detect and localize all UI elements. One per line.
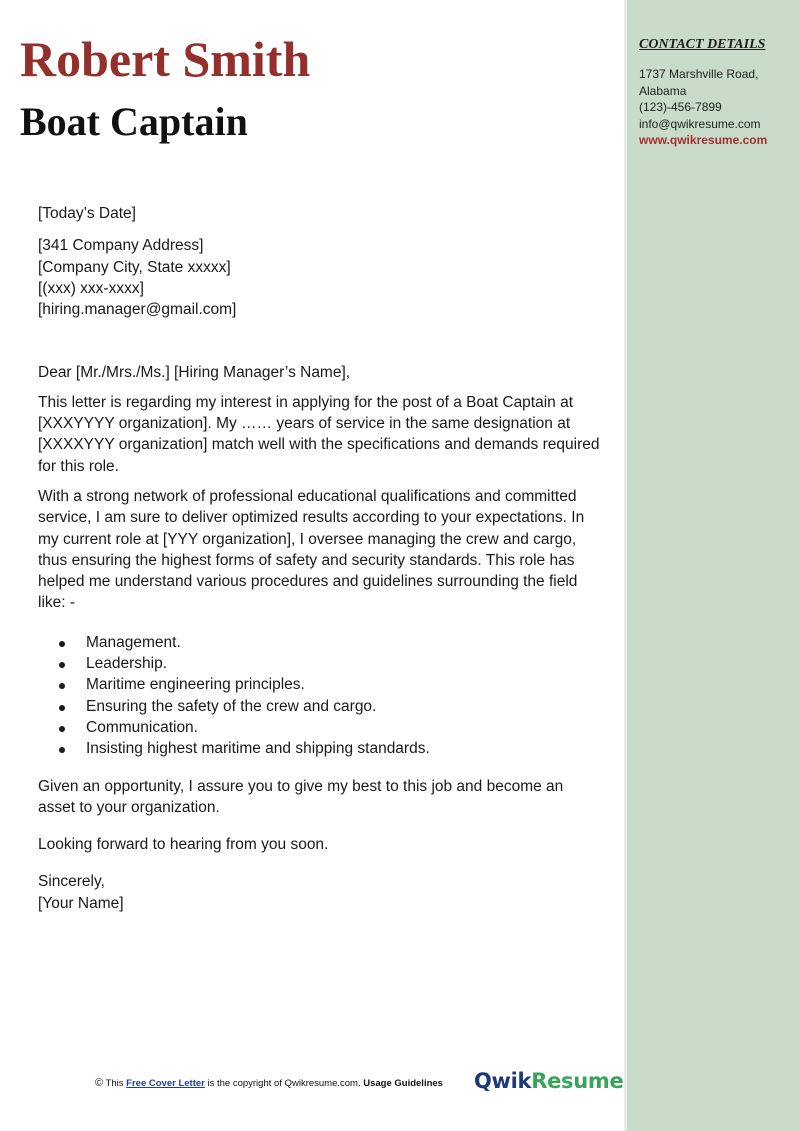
sign-off: Sincerely, xyxy=(38,873,105,891)
paragraph-looking-forward: Looking forward to hearing from you soon. xyxy=(38,836,329,854)
letter-date: [Today’s Date] xyxy=(38,205,136,222)
bullet-icon xyxy=(59,641,65,647)
recipient-address xyxy=(38,235,603,320)
list-item xyxy=(38,738,603,759)
list-item xyxy=(38,653,603,674)
recipient-line: [(xxx) xxx-xxxx] xyxy=(38,279,144,297)
logo-qwik: Qwik xyxy=(474,1069,532,1093)
list-item xyxy=(38,632,603,653)
contact-address-line1: 1737 Marshville Road, xyxy=(639,67,759,81)
contact-sidebar xyxy=(624,0,800,1131)
copyright-icon: © xyxy=(95,1077,104,1089)
copyright-footer xyxy=(95,1077,443,1089)
list-item xyxy=(38,696,603,717)
recipient-line: [341 Company Address] xyxy=(38,237,204,255)
letter-body xyxy=(38,203,603,914)
list-item xyxy=(38,674,603,695)
usage-guidelines-link[interactable]: Usage Guidelines xyxy=(363,1078,443,1089)
recipient-line: [Company City, State xxxxx] xyxy=(38,258,231,276)
skills-list xyxy=(38,632,603,760)
contact-phone: (123)-456-7899 xyxy=(639,100,722,114)
contact-email: info@qwikresume.com xyxy=(639,116,761,131)
salutation: Dear [Mr./Mrs./Ms.] [Hiring Manager’s Name], xyxy=(38,364,351,382)
free-cover-letter-link[interactable]: Free Cover Letter xyxy=(126,1078,205,1089)
list-item-text: Maritime engineering principles. xyxy=(86,676,305,694)
list-item-text: Leadership. xyxy=(86,655,168,673)
logo-resume: Resume xyxy=(531,1069,624,1093)
paragraph-experience: With a strong network of professional educational qualifications and committed service, I am sure to deliver optimized results according to your expectations. In my current role at [YYY organization], I oversee managing the crew and cargo, thus ensuring the highest forms of safety and security standards. This role has helped me understand various procedures and guidelines surrounding the field like: - xyxy=(38,487,585,612)
signature-name: [Your Name] xyxy=(38,894,124,912)
paragraph-closing: Given an opportunity, I assure you to give my best to this job and become an asset to your organization. xyxy=(38,777,564,816)
bullet-icon xyxy=(59,726,65,732)
bullet-icon xyxy=(59,683,65,689)
contact-address-line2: Alabama xyxy=(639,83,687,98)
contact-details xyxy=(639,66,767,149)
bullet-icon xyxy=(59,747,65,753)
footer-copyright-text: is the copyright of Qwikresume.com. xyxy=(207,1078,361,1089)
contact-website[interactable]: www.qwikresume.com xyxy=(639,133,768,147)
list-item-text: Ensuring the safety of the crew and cargo. xyxy=(86,697,377,715)
recipient-line: [hiring.manager@gmail.com] xyxy=(38,301,237,319)
list-item xyxy=(38,717,603,738)
job-title: Boat Captain xyxy=(20,99,248,144)
qwikresume-logo xyxy=(474,1069,623,1093)
footer-this: This xyxy=(105,1078,124,1089)
list-item-text: Insisting highest maritime and shipping standards. xyxy=(86,740,430,758)
bullet-icon xyxy=(59,705,65,711)
list-item-text: Communication. xyxy=(86,718,198,736)
paragraph-intro: This letter is regarding my interest in applying for the post of a Boat Captain at [XXXYYYY organization]. My …… years of service in the same designation at [XXXXYYY organization] match well with the specifications and demands required for this role. xyxy=(38,393,600,475)
list-item-text: Management. xyxy=(86,633,181,651)
candidate-name: Robert Smith xyxy=(20,31,311,87)
bullet-icon xyxy=(59,662,65,668)
contact-details-heading: CONTACT DETAILS xyxy=(639,37,766,52)
